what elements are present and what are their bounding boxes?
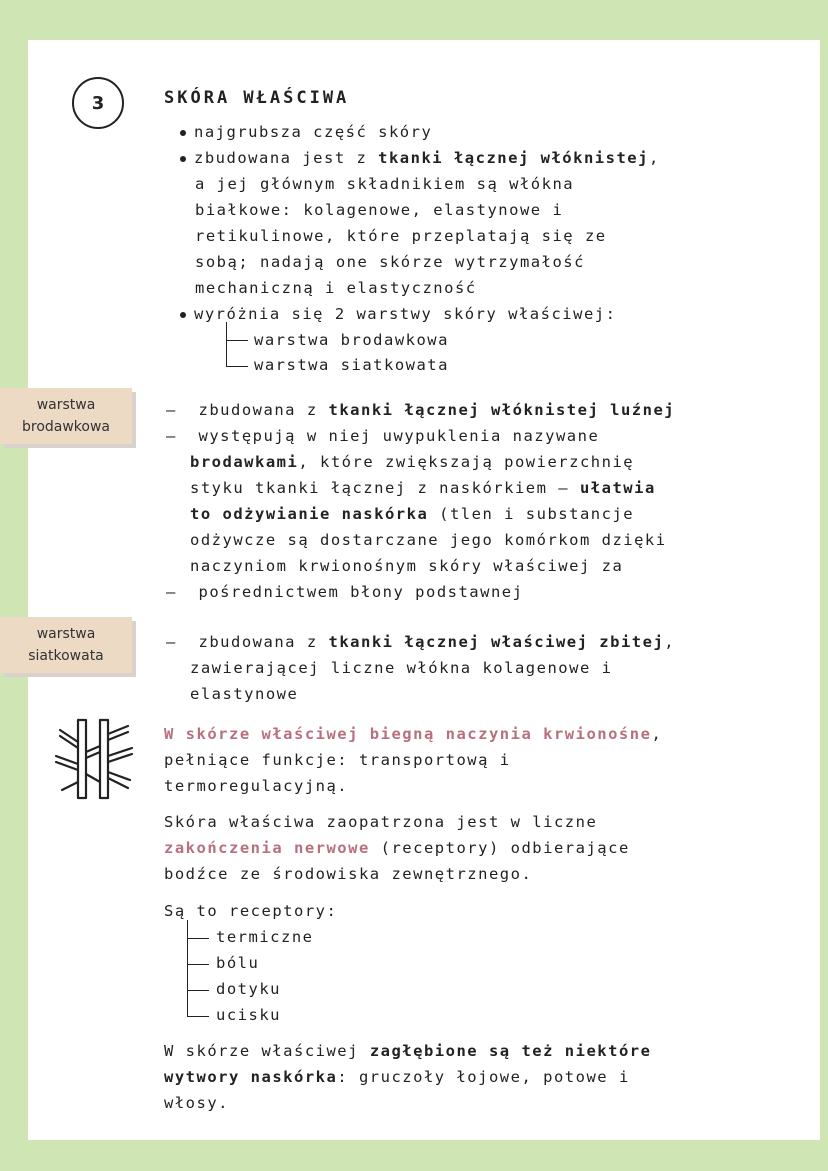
brodawkowa-line-2: – występują w niej uwypuklenia nazywane <box>166 427 600 445</box>
receptor-item: dotyku <box>216 980 281 998</box>
dash: – <box>166 633 188 651</box>
section-number: 3 <box>91 92 105 114</box>
closing-line-3: włosy. <box>164 1094 229 1112</box>
nerves-line-1: Skóra właściwa zaopatrzona jest w liczne <box>164 813 598 831</box>
dash: – <box>166 427 188 445</box>
brodawkowa-line-5: to odżywianie naskórka (tlen i substancje <box>190 505 635 523</box>
brodawkowa-line-4: styku tkanki łącznej z naskórkiem – ułatwia <box>190 479 656 497</box>
tag-label: brodawkowa <box>21 419 111 435</box>
receptor-item: ucisku <box>216 1006 281 1024</box>
bullet-dot <box>180 312 186 318</box>
receptor-item: bólu <box>216 954 260 972</box>
brodawkowa-line-7: naczyniom krwionośnym skóry właściwej za <box>190 557 624 575</box>
intro-bullet-2-line: mechaniczną i elastyczność <box>195 279 477 297</box>
receptors-tree-branch <box>187 1016 209 1017</box>
receptors-tree-branch <box>187 938 209 939</box>
tag-warstwa-brodawkowa <box>0 388 132 444</box>
layers-tree-branch <box>226 340 248 341</box>
closing-line-1: W skórze właściwej zagłębione są też niektóre <box>164 1042 652 1060</box>
receptors-tree-branch <box>187 990 209 991</box>
nerves-line-3: bodźce ze środowiska zewnętrznego. <box>164 865 533 883</box>
receptors-tree-branch <box>187 964 209 965</box>
intro-bullet-1: najgrubsza część skóry <box>180 120 432 146</box>
brodawkowa-line-8: – pośrednictwem błony podstawnej <box>166 583 524 601</box>
layer-item: warstwa siatkowata <box>254 356 449 374</box>
brodawkowa-line-3: brodawkami, które zwiększają powierzchnię <box>190 453 635 471</box>
tag-label: siatkowata <box>28 648 104 664</box>
receptors-tree-trunk <box>187 920 188 1016</box>
vessels-line-1: W skórze właściwej biegną naczynia krwionośne, <box>164 725 663 743</box>
tag-label: warstwa <box>36 626 96 642</box>
intro-bullet-2-line: a jej głównym składnikiem są włókna <box>195 175 575 193</box>
brodawkowa-line-1: – zbudowana z tkanki łącznej włóknistej luźnej <box>166 401 676 419</box>
dash: – <box>166 401 188 419</box>
intro-bullet-2: zbudowana jest z tkanki łącznej włóknistej, <box>180 146 660 172</box>
bullet-dot <box>180 156 186 162</box>
tag-label: warstwa <box>36 397 96 413</box>
layers-tree-branch <box>226 366 248 367</box>
section-title: SKÓRA WŁAŚCIWA <box>164 88 350 108</box>
blood-vessels-icon <box>48 712 140 804</box>
siatkowata-line-3: elastynowe <box>190 685 299 703</box>
intro-bullet-2-line: białkowe: kolagenowe, elastynowe i <box>195 201 564 219</box>
brodawkowa-line-6: odżywcze są dostarczane jego komórkom dzięki <box>190 531 667 549</box>
section-number-badge <box>72 77 124 129</box>
layers-tree-trunk <box>226 322 227 366</box>
dash: – <box>166 583 188 601</box>
bullet-dot <box>180 130 186 136</box>
intro-bullet-2-line: sobą; nadają one skórze wytrzymałość <box>195 253 585 271</box>
tag-warstwa-siatkowata <box>0 617 132 673</box>
intro-bullet-3: wyróżnia się 2 warstwy skóry właściwej: <box>180 302 616 328</box>
nerves-line-2: zakończenia nerwowe (receptory) odbierające <box>164 839 630 857</box>
siatkowata-line-1: – zbudowana z tkanki łącznej właściwej zbitej, <box>166 633 676 651</box>
layer-item: warstwa brodawkowa <box>254 331 449 349</box>
intro-bullet-2-line: retikulinowe, które przeplatają się ze <box>195 227 607 245</box>
receptor-item: termiczne <box>216 928 314 946</box>
closing-line-2: wytwory naskórka: gruczoły łojowe, potowe i <box>164 1068 630 1086</box>
receptors-heading: Są to receptory: <box>164 902 338 920</box>
vessels-line-2: pełniące funkcje: transportową i <box>164 751 511 769</box>
siatkowata-line-2: zawierającej liczne włókna kolagenowe i <box>190 659 613 677</box>
vessels-line-3: termoregulacyjną. <box>164 777 349 795</box>
